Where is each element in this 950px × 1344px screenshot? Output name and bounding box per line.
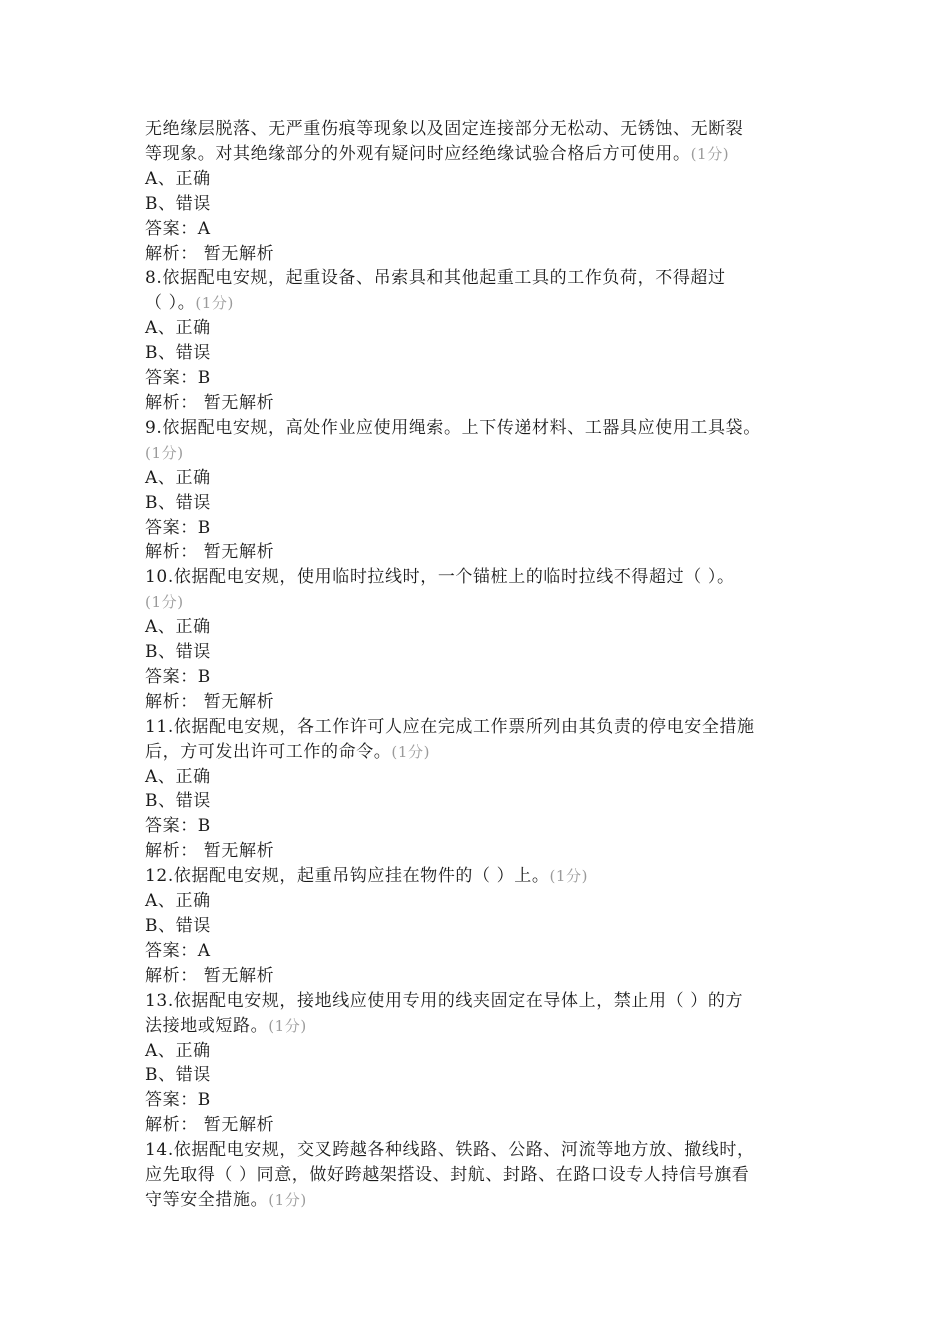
score-label: (1分) xyxy=(195,294,234,313)
text-line xyxy=(145,491,817,516)
text-line xyxy=(145,117,817,142)
line-text: B、错误 xyxy=(145,916,211,936)
line-text: A、正确 xyxy=(145,318,211,339)
text-line xyxy=(145,939,817,964)
text-line xyxy=(145,889,817,914)
text-line xyxy=(145,964,817,989)
text-line xyxy=(145,590,817,615)
text-line xyxy=(145,391,817,416)
line-text: 守等安全措施。 xyxy=(145,1189,269,1210)
line-text: 解析： 暂无解析 xyxy=(145,1115,275,1136)
line-text: 14.依据配电安规，交叉跨越各种线路、铁路、公路、河流等地方放、撤线时， xyxy=(145,1140,755,1161)
score-label: (1分) xyxy=(268,1190,307,1209)
line-text: 答案：B xyxy=(145,368,211,389)
line-text: 13.依据配电安规，接地线应使用专用的线夹固定在导体上，禁止用（ ）的方 xyxy=(145,990,744,1011)
text-line xyxy=(145,540,817,565)
line-text: A、正确 xyxy=(145,168,211,189)
text-line xyxy=(145,341,817,366)
text-line xyxy=(145,167,817,192)
score-label: (1分) xyxy=(549,867,589,886)
line-text: B、错误 xyxy=(145,1065,211,1086)
score-label: (1分) xyxy=(690,144,730,163)
line-text: 无绝缘层脱落、无严重伤痕等现象以及固定连接部分无松动、无锈蚀、无断裂 xyxy=(145,119,744,139)
text-line xyxy=(145,1188,817,1213)
text-line xyxy=(145,1063,817,1088)
line-text: 解析： 暂无解析 xyxy=(145,542,275,563)
text-line xyxy=(145,291,817,316)
line-text: 解析： 暂无解析 xyxy=(145,392,275,413)
text-line xyxy=(145,242,817,267)
line-text: 9.依据配电安规，高处作业应使用绳索。上下传递材料、工器具应使用工具袋。 xyxy=(145,417,761,438)
line-text: B、错误 xyxy=(145,791,211,812)
text-line xyxy=(145,989,817,1014)
text-line xyxy=(145,516,817,541)
line-text: 等现象。对其绝缘部分的外观有疑问时应经绝缘试验合格后方可使用。 xyxy=(145,143,691,164)
text-line xyxy=(145,466,817,491)
score-label: (1分) xyxy=(145,593,184,612)
text-line xyxy=(145,640,817,665)
line-text: 答案：B xyxy=(145,1090,211,1111)
line-text: 法接地或短路。 xyxy=(145,1015,269,1036)
text-line xyxy=(145,416,817,441)
text-line xyxy=(145,1014,817,1039)
text-line xyxy=(145,366,817,391)
line-text: 10.依据配电安规，使用临时拉线时，一个锚桩上的临时拉线不得超过（ ）。 xyxy=(145,567,735,588)
text-line xyxy=(145,441,817,466)
text-line xyxy=(145,217,817,242)
line-text: 8.依据配电安规，起重设备、吊索具和其他起重工具的工作负荷，不得超过 xyxy=(145,268,726,289)
text-line xyxy=(145,192,817,217)
text-line xyxy=(145,565,817,590)
line-text: 答案：B xyxy=(145,816,211,837)
text-line xyxy=(145,690,817,715)
text-line xyxy=(145,316,817,341)
line-text: A、正确 xyxy=(145,467,211,488)
line-text: 后，方可发出许可工作的命令。 xyxy=(145,741,392,762)
line-text: 解析： 暂无解析 xyxy=(145,691,275,712)
text-line xyxy=(145,1039,817,1064)
text-line xyxy=(145,740,817,765)
text-line xyxy=(145,1138,817,1163)
text-line xyxy=(145,814,817,839)
text-line xyxy=(145,1163,817,1188)
line-text: 答案：B xyxy=(145,517,211,538)
line-text: B、错误 xyxy=(145,492,211,513)
document-page xyxy=(145,117,817,1213)
text-line xyxy=(145,864,817,889)
score-label: (1分) xyxy=(145,443,184,462)
line-text: 解析： 暂无解析 xyxy=(145,243,275,264)
score-label: (1分) xyxy=(268,1016,307,1035)
text-line xyxy=(145,914,817,939)
line-text: 答案：A xyxy=(145,940,211,961)
line-text: 解析： 暂无解析 xyxy=(145,841,275,862)
line-text: A、正确 xyxy=(145,617,211,638)
line-text: 11.依据配电安规，各工作许可人应在完成工作票所列由其负责的停电安全措施 xyxy=(145,716,755,737)
text-line xyxy=(145,1088,817,1113)
line-text: 答案：A xyxy=(145,218,211,239)
line-text: 应先取得（ ）同意，做好跨越架搭设、封航、封路、在路口设专人持信号旗看 xyxy=(145,1165,750,1186)
text-line xyxy=(145,789,817,814)
text-line xyxy=(145,1113,817,1138)
line-text: 12.依据配电安规，起重吊钩应挂在物件的（ ）上。 xyxy=(145,866,550,887)
text-line xyxy=(145,266,817,291)
line-text: B、错误 xyxy=(145,343,211,364)
line-text: B、错误 xyxy=(145,642,211,663)
text-line xyxy=(145,715,817,740)
line-text: 解析： 暂无解析 xyxy=(145,965,275,986)
line-text: A、正确 xyxy=(145,891,211,912)
line-text: A、正确 xyxy=(145,766,211,787)
score-label: (1分) xyxy=(391,742,431,761)
text-line xyxy=(145,142,817,167)
text-line xyxy=(145,615,817,640)
text-line xyxy=(145,765,817,790)
text-line xyxy=(145,839,817,864)
line-text: （ ）。 xyxy=(145,293,196,314)
line-text: B、错误 xyxy=(145,193,211,214)
line-text: 答案：B xyxy=(145,666,211,687)
line-text: A、正确 xyxy=(145,1040,211,1061)
text-line xyxy=(145,665,817,690)
